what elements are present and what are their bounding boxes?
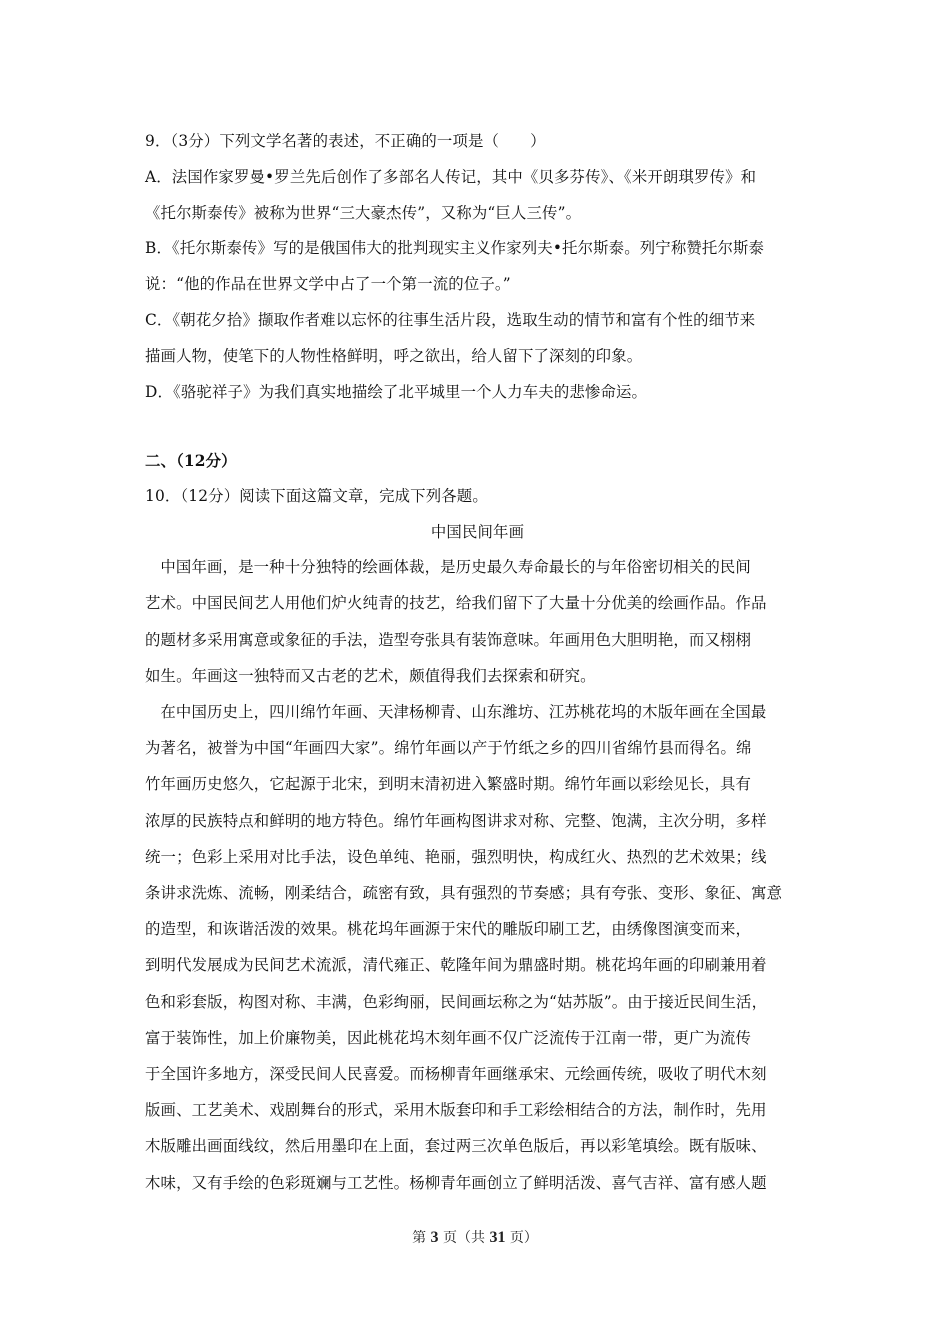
current-page-number: 3 — [430, 1229, 439, 1246]
paragraph-line: 艺术。中国民间艺人用他们炉火纯青的技艺，给我们留下了大量十分优美的绘画作品。作品 — [145, 594, 767, 613]
paragraph-line: 的题材多采用寓意或象征的手法，造型夸张具有装饰意味。年画用色大胆明艳，而又栩栩 — [145, 630, 752, 649]
footer-suffix: 页） — [509, 1230, 538, 1246]
paragraph-line: 如生。年画这一独特而又古老的艺术，颇值得我们去探索和研究。 — [145, 666, 596, 685]
option-b-line-1: B．《托尔斯泰传》写的是俄国伟大的批判现实主义作家列夫•托尔斯泰。列宁称赞托尔斯泰 — [145, 239, 765, 258]
option-a-line-1: A．法国作家罗曼•罗兰先后创作了多部名人传记，其中《贝多芬传》、《米开朗琪罗传》和 — [145, 167, 757, 186]
paragraph-line: 中国年画，是一种十分独特的绘画体裁，是历史最久寿命最长的与年俗密切相关的民间 — [160, 558, 751, 577]
paragraph-line: 竹年画历史悠久，它起源于北宋，到明末清初进入繁盛时期。绵竹年画以彩绘见长，具有 — [145, 775, 752, 794]
total-page-count: 31 — [489, 1229, 506, 1246]
paragraph-line: 在中国历史上，四川绵竹年画、天津杨柳青、山东潍坊、江苏桃花坞的木版年画在全国最 — [160, 702, 767, 721]
paragraph-line: 到明代发展成为民间艺术流派，清代雍正、乾隆年间为鼎盛时期。桃花坞年画的印刷兼用着 — [145, 956, 767, 975]
paragraph-line: 条讲求洗炼、流畅，刚柔结合，疏密有致，具有强烈的节奏感；具有夸张、变形、象征、寓意 — [145, 884, 783, 902]
question-9-stem: 9．（3分）下列文学名著的表述，不正确的一项是（ ） — [145, 132, 546, 150]
paragraph-line: 于全国许多地方，深受民间人民喜爱。而杨柳青年画继承宋、元绘画传统，吸收了明代木刻 — [145, 1065, 767, 1084]
paragraph-line: 木味，又有手绘的色彩斑斓与工艺性。杨柳青年画创立了鲜明活泼、喜气吉祥、富有感人题 — [145, 1173, 767, 1192]
paragraph-line: 的造型，和诙谐活泼的效果。桃花坞年画源于宋代的雕版印刷工艺，由绣像图演变而来， — [145, 920, 752, 939]
footer-middle: 页（共 — [443, 1230, 485, 1246]
footer-prefix: 第 — [412, 1230, 427, 1246]
article-paragraph-1 — [145, 549, 810, 694]
option-c-line-2: 描画人物，使笔下的人物性格鲜明，呼之欲出，给人留下了深刻的印象。 — [145, 346, 643, 365]
page-footer — [0, 1226, 950, 1250]
paragraph-line: 木版雕出画面线纹，然后用墨印在上面，套过两三次单色版后，再以彩笔填绘。既有版味、 — [145, 1137, 767, 1156]
option-a-line-2: 《托尔斯泰传》被称为世界“三大豪杰传”，又称为“巨人三传”。 — [145, 203, 582, 222]
option-d-line-1: D．《骆驼祥子》为我们真实地描绘了北平城里一个人力车夫的悲惨命运。 — [145, 382, 648, 401]
article-paragraph-2 — [145, 694, 810, 1201]
paragraph-line: 版画、工艺美术、戏剧舞台的形式，采用木版套印和手工彩绘相结合的方法，制作时，先用 — [145, 1101, 767, 1120]
option-b-line-2: 说：“他的作品在世界文学中占了一个第一流的位子。” — [145, 275, 511, 294]
paragraph-line: 统一；色彩上采用对比手法，设色单纯、艳丽，强烈明快，构成红火、热烈的艺术效果；线 — [145, 847, 767, 866]
paragraph-line: 浓厚的民族特点和鲜明的地方特色。绵竹年画构图讲求对称、完整、饱满，主次分明，多样 — [145, 811, 767, 830]
paragraph-line: 为著名，被誉为中国“年画四大家”。绵竹年画以产于竹纸之乡的四川省绵竹县而得名。绵 — [145, 739, 752, 758]
page-content — [145, 124, 810, 1201]
section-2-title: 二、（12分） — [145, 452, 237, 471]
option-c-line-1: C．《朝花夕拾》撷取作者难以忘怀的往事生活片段，选取生动的情节和富有个性的细节来 — [145, 310, 756, 329]
section-spacer — [145, 410, 810, 444]
paragraph-line: 色和彩套版，构图对称、丰满，色彩绚丽，民间画坛称之为“姑苏版”。由于接近民间生活， — [145, 992, 768, 1011]
question-10-stem: 10．（12分）阅读下面这篇文章，完成下列各题。 — [145, 487, 488, 506]
question-9 — [145, 124, 810, 410]
article-title: 中国民间年画 — [430, 523, 525, 542]
paragraph-line: 富于装饰性，加上价廉物美，因此桃花坞木刻年画不仅广泛流传于江南一带，更广为流传 — [145, 1028, 752, 1047]
